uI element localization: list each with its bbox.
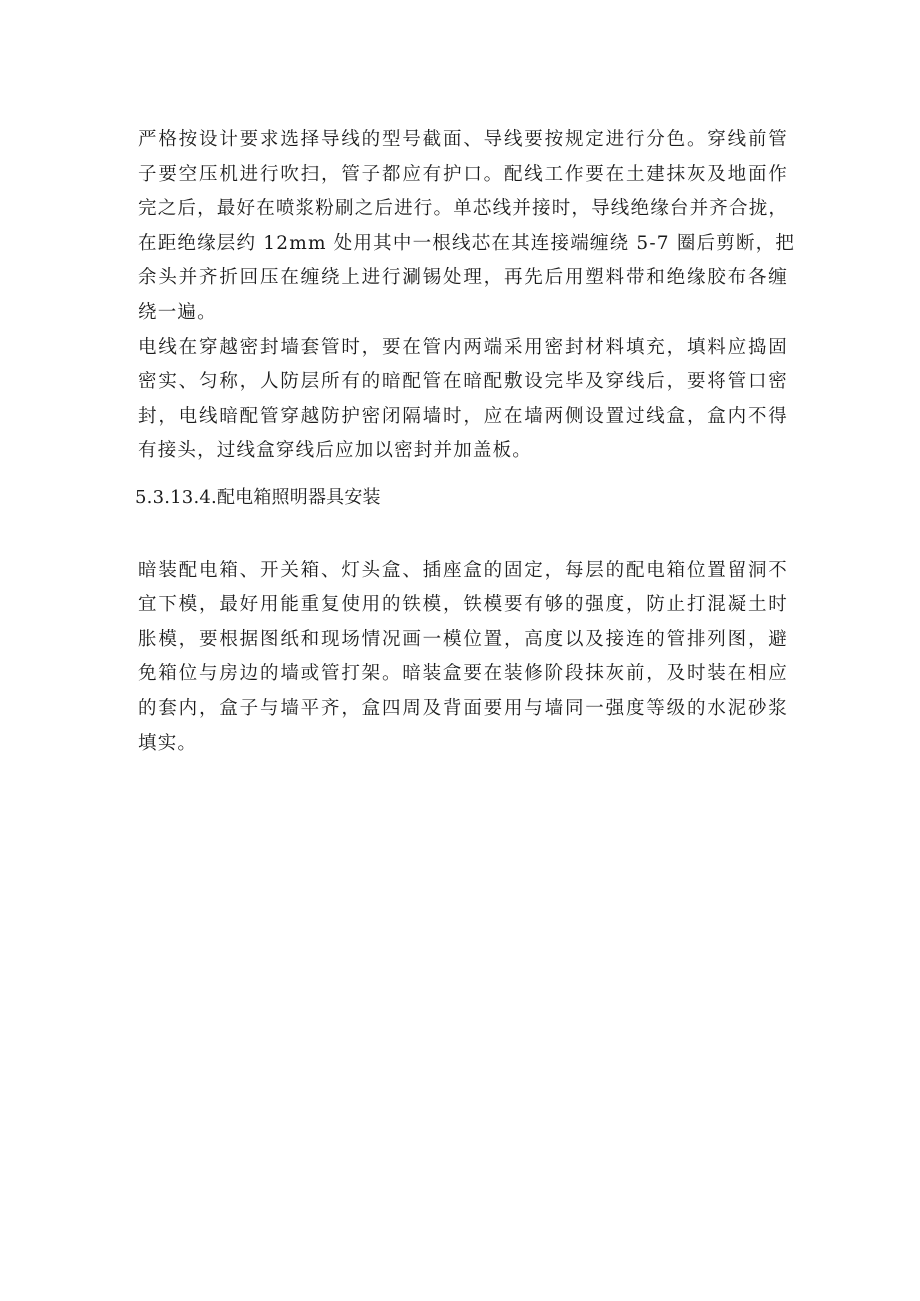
section-heading: 5.3.13.4.配电箱照明器具安装 [135,486,381,508]
text-line: 余头并齐折回压在缠绕上进行涮锡处理，再先后用塑料带和绝缘胶布各缠 [138,267,788,289]
text-line: 封，电线暗配管穿越防护密闭隔墙时，应在墙两侧设置过线盒，盒内不得 [138,405,788,427]
text-line: 有接头，过线盒穿线后应加以密封并加盖板。 [138,440,533,462]
text-line: 电线在穿越密封墙套管时，要在管内两端采用密封材料填充，填料应捣固 [138,336,788,358]
text-line: 子要空压机进行吹扫，管子都应有护口。配线工作要在土建抹灰及地面作 [138,163,788,185]
document-body [135,123,796,761]
text-line: 宜下模，最好用能重复使用的铁模，铁模要有够的强度，防止打混凝土时 [138,594,788,616]
text-line: 胀模，要根据图纸和现场情况画一模位置，高度以及接连的管排列图，避 [138,628,788,650]
text-line: 完之后，最好在喷浆粉刷之后进行。单芯线并接时，导线绝缘台并齐合拢， [138,198,789,220]
paragraph-wire-threading [138,123,796,331]
paragraph-sealed-wall-sleeve [138,331,788,469]
text-line: 暗装配电箱、开关箱、灯头盒、插座盒的固定，每层的配电箱位置留洞不 [138,559,788,581]
text-line: 绕一遍。 [138,301,217,323]
text-line: 的套内，盒子与墙平齐，盒四周及背面要用与墙同一强度等级的水泥砂浆 [138,697,788,719]
text-line: 严格按设计要求选择导线的型号截面、导线要按规定进行分色。穿线前管 [138,129,788,150]
text-line: 在距绝缘层约 12mm 处用其中一根线芯在其连接端缠绕 5-7 圈后剪断，把 [138,232,796,254]
paragraph-distribution-box [138,554,788,762]
text-line: 免箱位与房边的墙或管打架。暗装盒要在装修阶段抹灰前，及时装在相应 [138,663,788,685]
spacer [138,516,788,554]
text-line: 填实。 [138,732,198,754]
text-line: 密实、匀称，人防层所有的暗配管在暗配敷设完毕及穿线后，要将管口密 [138,371,788,393]
